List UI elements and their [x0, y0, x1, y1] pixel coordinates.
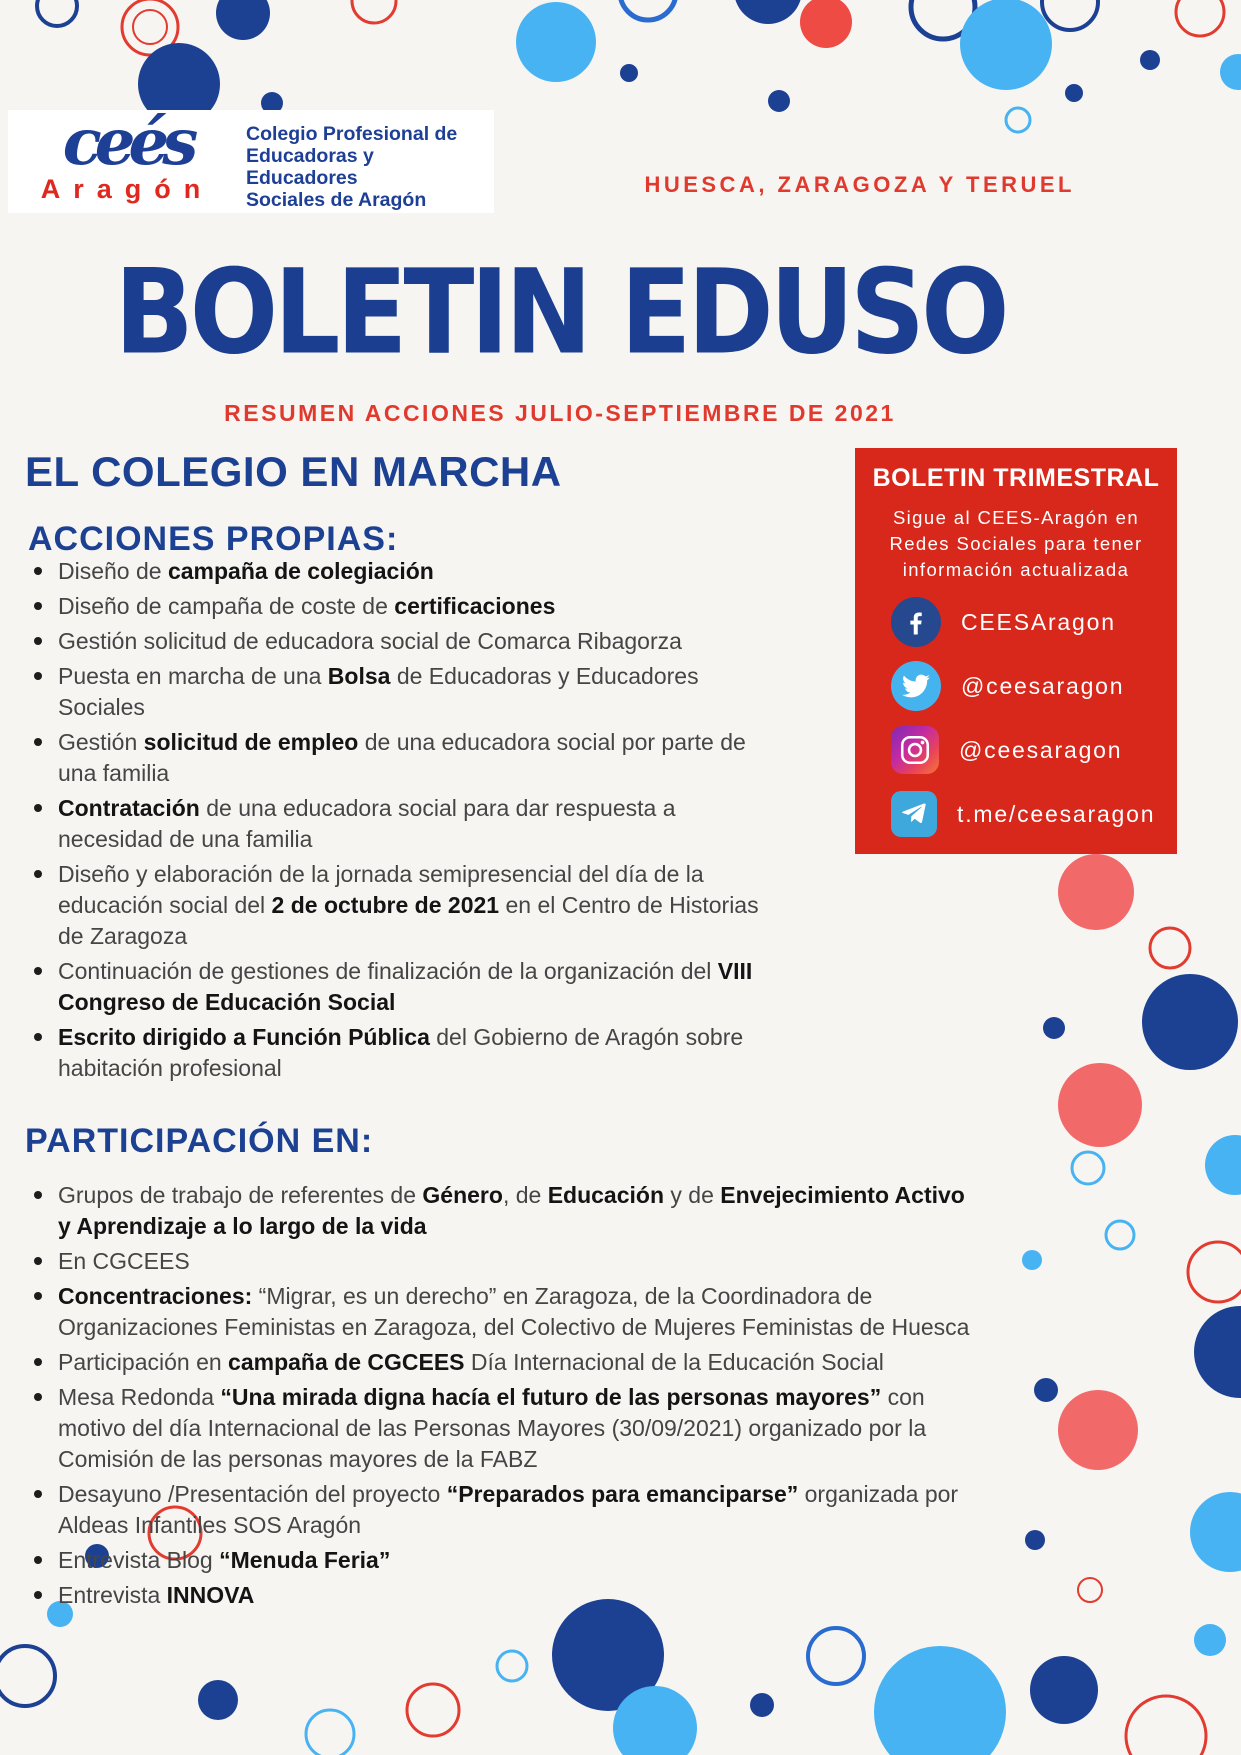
cees-logo-mark [8, 105, 246, 204]
telegram-icon [891, 791, 937, 837]
decor-circle [750, 1693, 774, 1717]
decor-circle [1190, 1492, 1241, 1572]
org-line: Educadoras y [246, 145, 374, 167]
facebook-icon [891, 597, 941, 647]
social-row-instagram [891, 725, 1163, 775]
decor-circle [874, 1646, 1006, 1755]
decor-circle [620, 0, 676, 20]
list-item: Grupos de trabajo de referentes de Género, de Educación y de Envejecimiento Activo y Aprendizaje a lo largo de la vida [28, 1180, 978, 1242]
sidebar-heading: BOLETIN TRIMESTRAL [872, 464, 1160, 492]
decor-circle [0, 1646, 55, 1706]
decor-circle [37, 0, 77, 26]
decor-circle [1025, 1530, 1045, 1550]
social-links [869, 597, 1163, 839]
instagram-handle: @ceesaragon [959, 736, 1123, 763]
decor-circle [1205, 1135, 1241, 1195]
decor-circle [800, 0, 852, 48]
decor-circle [1126, 1696, 1206, 1755]
list-item: Diseño de campaña de colegiación [28, 556, 763, 587]
decor-circle [407, 1684, 459, 1736]
decor-circle [216, 0, 270, 40]
decor-circle [1034, 1378, 1058, 1402]
decor-circle [1220, 54, 1241, 90]
decor-circle [497, 1651, 527, 1681]
cees-logo [8, 105, 494, 213]
page-title: BOLETIN EDUSO [114, 244, 1006, 381]
facebook-handle: CEESAragon [961, 608, 1116, 635]
decor-circle [352, 0, 396, 23]
cees-region-text: Aragón [40, 174, 214, 204]
list-item: Entrevista Blog “Menuda Feria” [28, 1545, 978, 1576]
decor-circle [1065, 84, 1083, 102]
page-subtitle: RESUMEN ACCIONES JULIO-SEPTIEMBRE DE 2021 [224, 400, 896, 426]
list-item: Concentraciones: “Migrar, es un derecho” en Zaragoza, de la Coordinadora de Organizaciones Feministas en Zaragoza, del Colectivo de Mujeres Feministas de Huesca [28, 1281, 978, 1343]
org-line: Sociales de Aragón [246, 189, 427, 211]
list-item: Participación en campaña de CGCEES Día Internacional de la Educación Social [28, 1347, 978, 1378]
decor-circle [133, 10, 167, 44]
decor-circle [768, 90, 790, 112]
list-item: Desayuno /Presentación del proyecto “Preparados para emanciparse” organizada por Aldeas Infantiles SOS Aragón [28, 1479, 978, 1541]
list-item: Contratación de una educadora social para dar respuesta a necesidad de una familia [28, 793, 763, 855]
decor-circle [1188, 1242, 1241, 1302]
acciones-propias-list [28, 556, 763, 1088]
participacion-list [28, 1180, 978, 1615]
section-heading-participacion: PARTICIPACIÓN EN: [25, 1122, 374, 1160]
list-item: Continuación de gestiones de finalización de la organización del VIII Congreso de Educación Social [28, 956, 763, 1018]
list-item: Puesta en marcha de una Bolsa de Educadoras y Educadores Sociales [28, 661, 763, 723]
decor-circle [1142, 974, 1238, 1070]
decor-circle [1042, 0, 1098, 30]
decor-circle [198, 1680, 238, 1720]
list-item: Escrito dirigido a Función Pública del Gobierno de Aragón sobre habitación profesional [28, 1022, 763, 1084]
list-item: Gestión solicitud de empleo de una educadora social por parte de una familia [28, 727, 763, 789]
org-line: Educadores [246, 167, 358, 189]
organization-name [246, 110, 457, 211]
decor-circle [1194, 1624, 1226, 1656]
twitter-handle: @ceesaragon [961, 672, 1125, 699]
decor-circle [960, 0, 1052, 90]
decor-circle [1022, 1250, 1042, 1270]
sidebar-text: Sigue al CEES-Aragón en Redes Sociales para tener información actualizada [889, 507, 1143, 580]
decor-circle [1006, 108, 1030, 132]
cees-script-text: ceés [62, 105, 192, 180]
list-item: Entrevista INNOVA [28, 1580, 978, 1611]
decor-circle [1043, 1017, 1065, 1039]
social-row-facebook [891, 597, 1163, 647]
decor-circle [1194, 1306, 1241, 1398]
telegram-handle: t.me/ceesaragon [957, 800, 1156, 827]
list-item: Diseño de campaña de coste de certificaciones [28, 591, 763, 622]
list-item: En CGCEES [28, 1246, 978, 1277]
decor-circle [620, 64, 638, 82]
decor-circle [1176, 0, 1224, 36]
decor-circle [516, 2, 596, 82]
decor-circle [1072, 1152, 1104, 1184]
decor-circle [808, 1628, 864, 1684]
decor-circle [1058, 1390, 1138, 1470]
list-item: Diseño y elaboración de la jornada semipresencial del día de la educación social del 2 de octubre de 2021 en el Centro de Historias de Zaragoza [28, 859, 763, 952]
section-subheading-acciones: ACCIONES PROPIAS: [28, 520, 399, 558]
decor-circle [1030, 1656, 1098, 1724]
decor-circle [1058, 1063, 1142, 1147]
decor-circle [306, 1710, 354, 1755]
list-item: Gestión solicitud de educadora social de Comarca Ribagorza [28, 626, 763, 657]
boletin-trimestral-box [855, 448, 1177, 854]
social-row-twitter [891, 661, 1163, 711]
social-row-telegram [891, 789, 1163, 839]
decor-circle [1106, 1221, 1134, 1249]
decor-circle [734, 0, 802, 24]
decor-circle [1058, 854, 1134, 930]
twitter-icon [891, 661, 941, 711]
decor-circle [1150, 928, 1190, 968]
list-item: Mesa Redonda “Una mirada digna hacía el futuro de las personas mayores” con motivo del día Internacional de las Personas Mayores (30/09/2021) organizado por la Comisión de las personas mayores de la FABZ [28, 1382, 978, 1475]
section-heading-colegio: EL COLEGIO EN MARCHA [25, 448, 562, 495]
decor-circle [1078, 1578, 1102, 1602]
decor-circle [1140, 50, 1160, 70]
region-label: HUESCA, ZARAGOZA Y TERUEL [644, 172, 1075, 197]
instagram-icon [891, 726, 939, 774]
org-line: Colegio Profesional de [246, 123, 458, 145]
